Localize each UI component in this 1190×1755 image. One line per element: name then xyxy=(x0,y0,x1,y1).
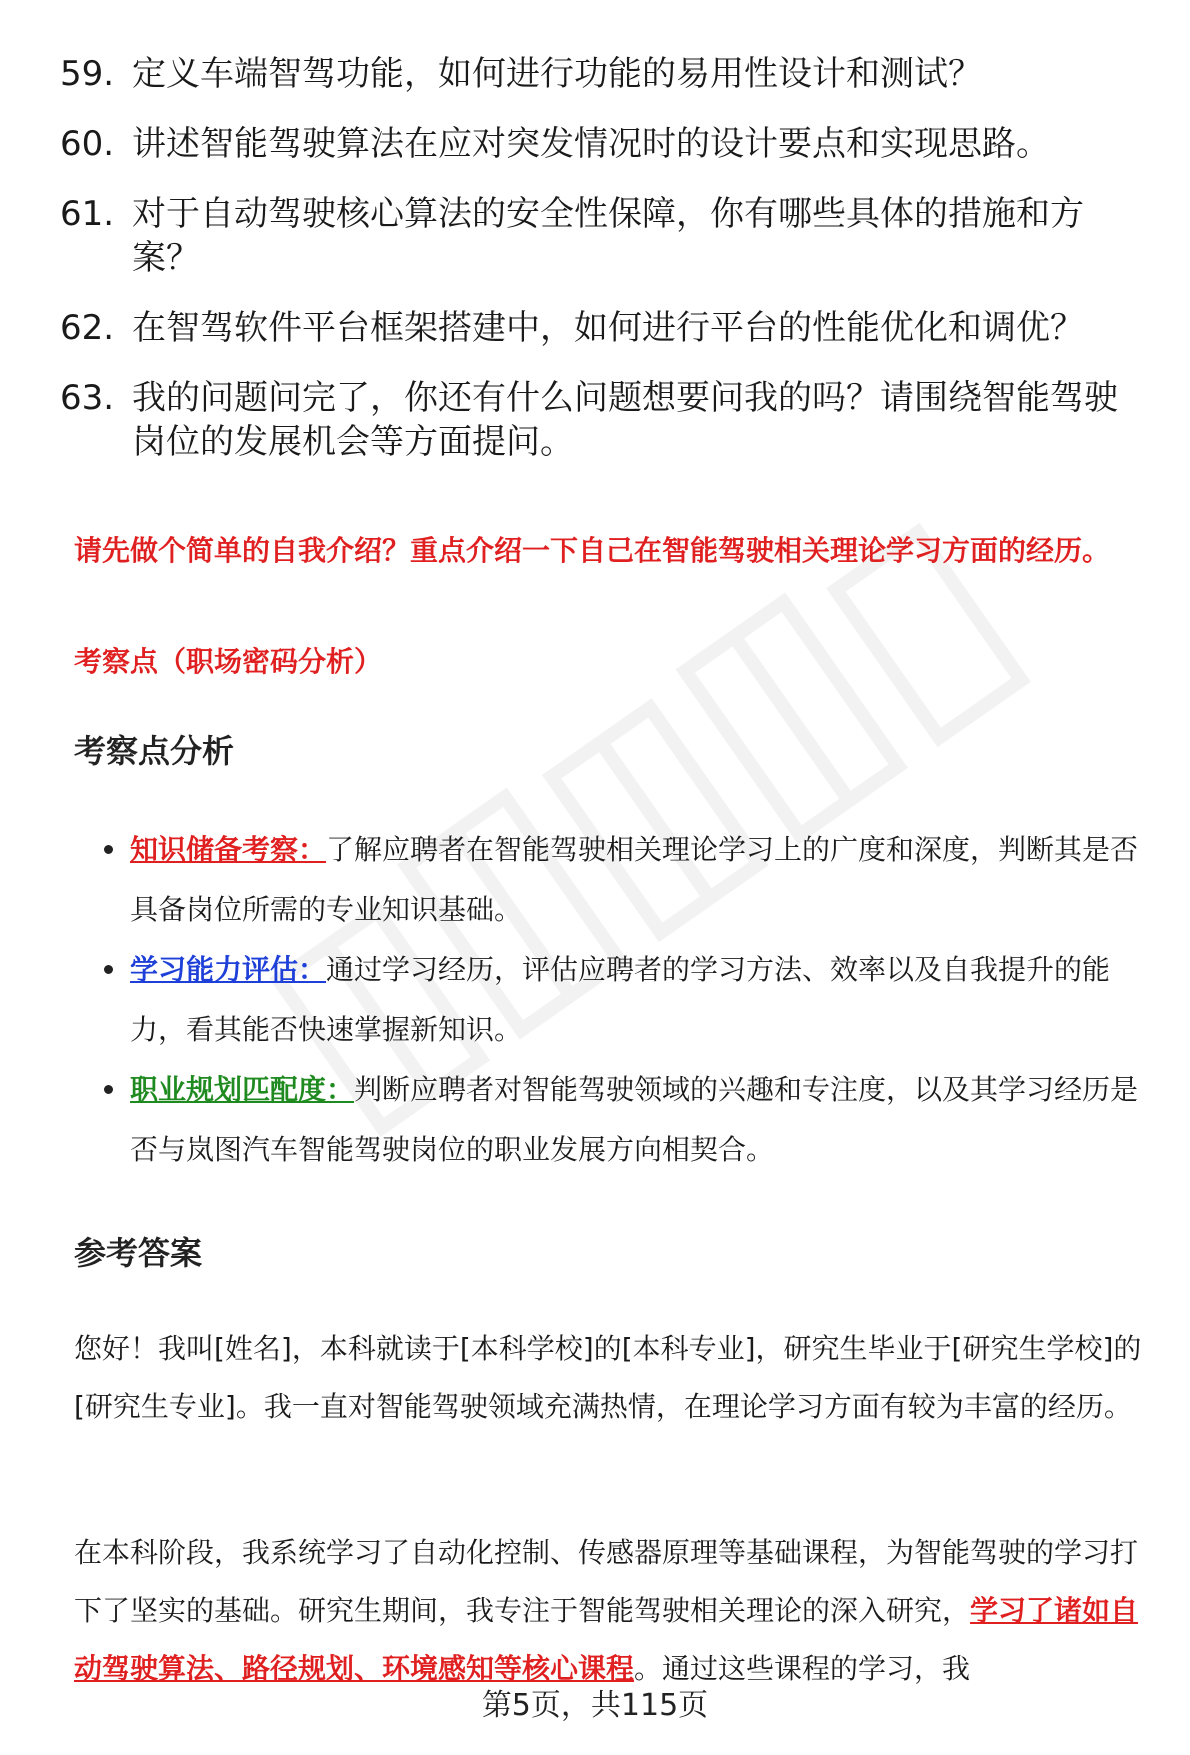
intro-question-heading: 请先做个简单的自我介绍？重点介绍一下自己在智能驾驶相关理论学习方面的经历。 xyxy=(74,534,1111,567)
question-item xyxy=(60,376,1150,464)
question-text: 定义车端智驾功能，如何进行功能的易用性设计和测试？ xyxy=(132,54,982,94)
answer-text: 。通过这些课程的学习，我 xyxy=(634,1652,971,1685)
question-number: 63. xyxy=(60,378,115,418)
answer-paragraph xyxy=(74,1524,1154,1698)
answer-highlight: 学习了诸如自动驾驶算法、路径规划、环境感知等核心课程 xyxy=(74,1594,1139,1685)
answer-paragraph: 您好！我叫[姓名]，本科就读于[本科学校]的[本科专业]，研究生毕业于[研究生学校]的[研究生专业]。我一直对智能驾驶领域充满热情，在理论学习方面有较为丰富的经历。 xyxy=(74,1332,1142,1423)
question-item xyxy=(60,52,1150,96)
analysis-bullet xyxy=(100,940,1160,1060)
question-number: 59. xyxy=(60,54,115,94)
question-text: 对于自动驾驶核心算法的安全性保障，你有哪些具体的措施和方案？ xyxy=(132,194,1084,278)
question-item xyxy=(60,306,1150,350)
page-footer: 第5页，共115页 xyxy=(481,1688,709,1723)
bullet-keyword: 学习能力评估： xyxy=(130,953,327,986)
question-number: 60. xyxy=(60,124,115,164)
question-text: 在智驾软件平台框架搭建中，如何进行平台的性能优化和调优？ xyxy=(132,308,1084,348)
bullet-text: 判断应聘者对智能驾驶领域的兴趣和专注度，以及其学习经历是否与岚图汽车智能驾驶岗位的职业发展方向相契合。 xyxy=(130,1073,1139,1166)
bullet-text: 了解应聘者在智能驾驶相关理论学习上的广度和深度，判断其是否具备岗位所需的专业知识基础。 xyxy=(130,833,1139,926)
bullet-dot xyxy=(104,965,113,974)
question-number: 61. xyxy=(60,194,115,234)
analysis-title: 考察点分析 xyxy=(74,732,235,770)
exam-point-label: 考察点（职场密码分析） xyxy=(74,645,383,678)
question-item xyxy=(60,122,1150,166)
question-text: 我的问题问完了，你还有什么问题想要问我的吗？请围绕智能驾驶岗位的发展机会等方面提问。 xyxy=(132,378,1118,462)
question-text: 讲述智能驾驶算法在应对突发情况时的设计要点和实现思路。 xyxy=(132,124,1050,164)
bullet-dot xyxy=(104,845,113,854)
bullet-text: 通过学习经历，评估应聘者的学习方法、效率以及自我提升的能力，看其能否快速掌握新知识。 xyxy=(130,953,1111,1046)
analysis-bullet xyxy=(100,1060,1160,1180)
answer-text: 在本科阶段，我系统学习了自动化控制、传感器原理等基础课程，为智能驾驶的学习打下了坚实的基础。研究生期间，我专注于智能驾驶相关理论的深入研究， xyxy=(74,1536,1139,1627)
analysis-bullet-list xyxy=(100,820,1160,1180)
answer-title: 参考答案 xyxy=(74,1234,203,1272)
question-number: 62. xyxy=(60,308,115,348)
bullet-dot xyxy=(104,1085,113,1094)
analysis-bullet xyxy=(100,820,1160,940)
bullet-keyword: 职业规划匹配度： xyxy=(130,1073,355,1106)
bullet-keyword: 知识储备考察： xyxy=(130,833,327,866)
question-list xyxy=(60,52,1150,490)
question-item xyxy=(60,192,1150,280)
